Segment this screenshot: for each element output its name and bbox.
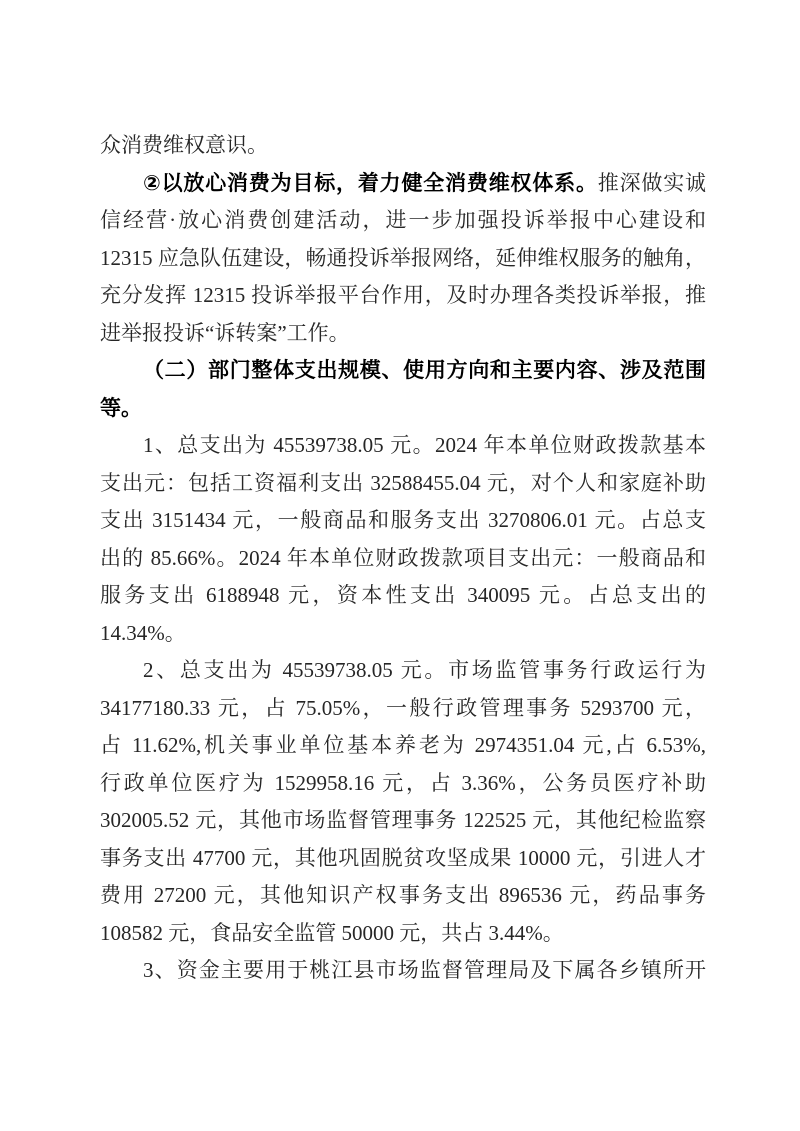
- document-line: [100, 690, 706, 728]
- document-section-heading: [100, 352, 706, 390]
- bold-heading-text: 等。: [100, 396, 142, 420]
- body-text: 众消费维权意识。: [100, 133, 268, 157]
- body-text: 3、资金主要用于桃江县市场监督管理局及下属各乡镇所开: [143, 958, 706, 982]
- document-line: [100, 577, 706, 615]
- document-line: [100, 502, 706, 540]
- body-text: 推深做实诚: [597, 170, 706, 195]
- body-text: 信经营·放心消费创建活动，进一步加强投诉举报中心建设和: [100, 208, 706, 232]
- body-text: 事务支出 47700 元，其他巩固脱贫攻坚成果 10000 元，引进人才: [100, 845, 706, 870]
- document-line: [100, 877, 706, 915]
- body-text: 进举报投诉“诉转案”工作。: [100, 320, 350, 345]
- body-text: 服务支出 6188948 元，资本性支出 340095 元。占总支出的: [100, 583, 706, 607]
- body-text: 108582 元，食品安全监管 50000 元，共占 3.44%。: [100, 920, 564, 945]
- document-line: [100, 615, 706, 653]
- body-text: 1、总支出为 45539738.05 元。2024 年本单位财政拨款基本: [143, 433, 706, 457]
- body-text: 充分发挥 12315 投诉举报平台作用，及时办理各类投诉举报，推: [100, 283, 706, 307]
- body-text: 12315 应急队伍建设，畅通投诉举报网络，延伸维权服务的触角，: [100, 245, 706, 270]
- document-line: [100, 277, 706, 315]
- document-line: [100, 915, 706, 953]
- document-line: [100, 427, 706, 465]
- document-line: [100, 465, 706, 503]
- document-body: [100, 127, 706, 990]
- document-line: [100, 652, 706, 690]
- document-line: [100, 127, 706, 165]
- body-text: 支出 3151434 元，一般商品和服务支出 3270806.01 元。占总支: [100, 508, 706, 532]
- document-line: [100, 315, 706, 353]
- document-line: [100, 727, 706, 765]
- document-line: [100, 165, 706, 203]
- body-text: 14.34%。: [100, 620, 186, 645]
- bold-heading-text: （二）部门整体支出规模、使用方向和主要内容、涉及范围: [143, 359, 706, 382]
- document-line: [100, 840, 706, 878]
- document-line: [100, 540, 706, 578]
- document-line: [100, 240, 706, 278]
- document-line: [100, 802, 706, 840]
- document-line: [100, 952, 706, 990]
- bold-heading-text: ②以放心消费为目标，着力健全消费维权体系。: [143, 171, 598, 195]
- body-text: 支出元：包括工资福利支出 32588455.04 元，对个人和家庭补助: [100, 470, 706, 495]
- document-line: [100, 202, 706, 240]
- body-text: 302005.52 元，其他市场监督管理事务 122525 元，其他纪检监察: [100, 808, 706, 832]
- body-text: 占 11.62%,机关事业单位基本养老为 2974351.04 元,占 6.53%,: [100, 733, 706, 757]
- body-text: 费用 27200 元，其他知识产权事务支出 896536 元，药品事务: [100, 883, 706, 907]
- document-section-heading: [100, 390, 706, 428]
- body-text: 34177180.33 元，占 75.05%，一般行政管理事务 5293700 元，: [100, 695, 706, 720]
- body-text: 2、总支出为 45539738.05 元。市场监管事务行政运行为: [143, 658, 706, 682]
- body-text: 行政单位医疗为 1529958.16 元，占 3.36%，公务员医疗补助: [100, 770, 706, 795]
- body-text: 出的 85.66%。2024 年本单位财政拨款项目支出元：一般商品和: [100, 545, 706, 570]
- document-line: [100, 765, 706, 803]
